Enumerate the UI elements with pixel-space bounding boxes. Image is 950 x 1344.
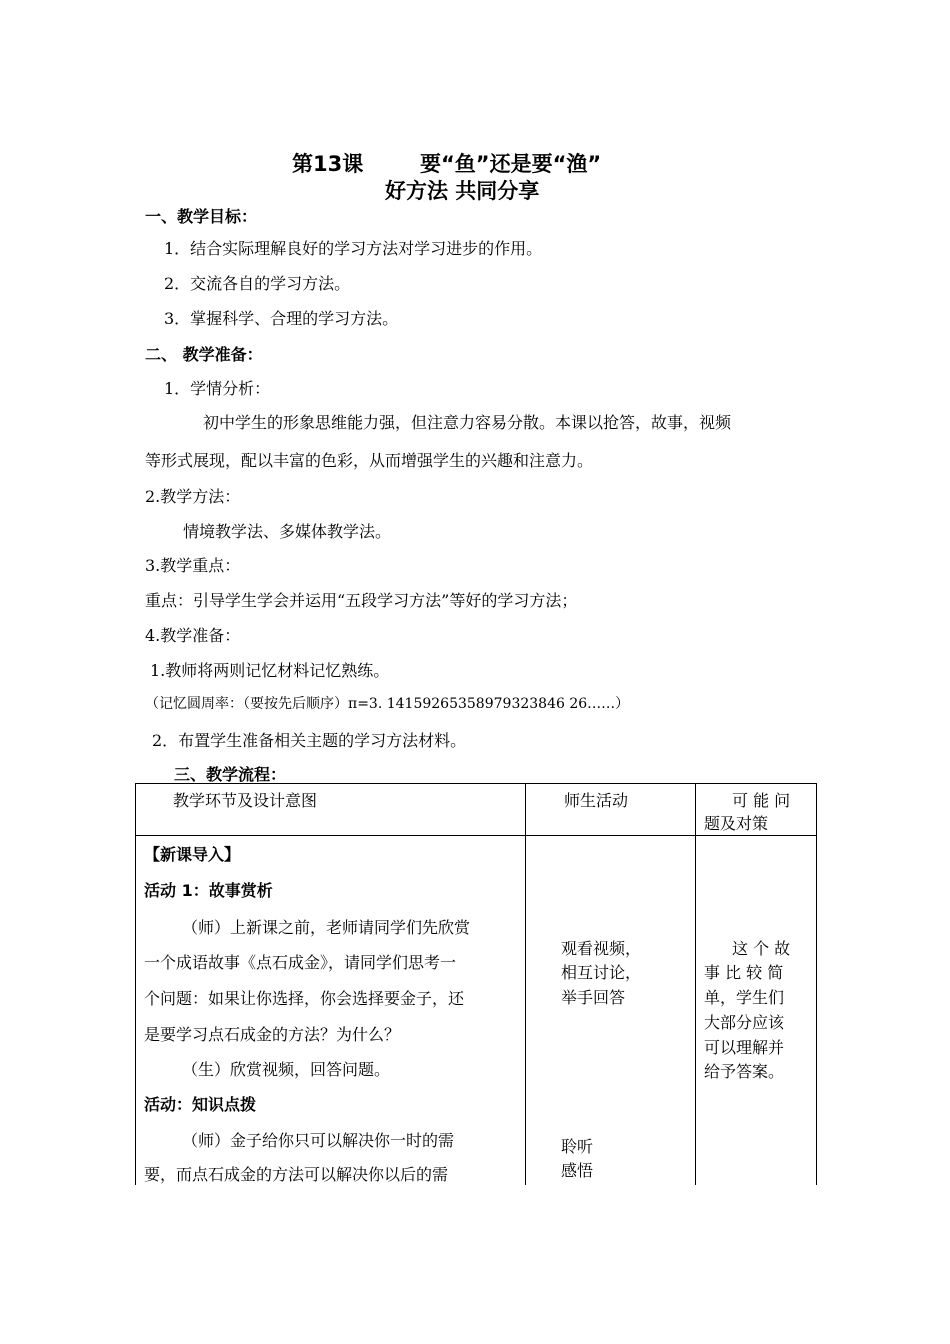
activity2-text: 要，而点石成金的方法可以解决你以后的需	[144, 1165, 449, 1184]
analysis-paragraph-line: 初中学生的形象思维能力强，但注意力容易分散。本课以抢答，故事，视频	[203, 413, 732, 432]
sub-heading-focus: 3.教学重点：	[145, 556, 241, 575]
activity-text: 聆听	[561, 1137, 594, 1156]
activity-text: 感悟	[561, 1161, 594, 1180]
design-cell	[136, 836, 526, 1185]
strategy-text: 这 个 故	[732, 939, 791, 958]
sub-heading-preparation: 4.教学准备：	[145, 626, 241, 645]
focus-text: 重点：引导学生学会并运用“五段学习方法”等好的学习方法；	[145, 591, 578, 610]
activity2-heading: 活动：知识点拨	[144, 1095, 257, 1114]
activity-text: 观看视频，	[561, 939, 642, 958]
page-subtitle: 好方法 共同分享	[385, 179, 540, 203]
header-cell	[696, 784, 817, 836]
sub-heading-method: 2.教学方法：	[145, 487, 241, 506]
header-col3-line1: 可 能 问	[732, 791, 791, 810]
activity1-heading: 活动 1：故事赏析	[144, 881, 273, 900]
strategy-cell	[696, 836, 817, 1185]
strategy-text: 大部分应该	[704, 1013, 785, 1032]
table-header-row	[136, 784, 817, 836]
header-col3-line2: 题及对策	[704, 814, 769, 833]
teaching-flow-table	[135, 783, 817, 1185]
activity-cell	[526, 836, 696, 1185]
header-cell	[526, 784, 696, 836]
lesson-number: 第13课	[292, 152, 364, 176]
strategy-text: 事 比 较 简	[704, 963, 784, 982]
activity1-text: 一个成语故事《点石成金》，请同学们思考一	[144, 953, 457, 972]
method-text: 情境教学法、多媒体教学法。	[183, 522, 392, 541]
prep-item: 2．布置学生准备相关主题的学习方法材料。	[152, 731, 467, 750]
analysis-paragraph-line: 等形式展现，配以丰富的色彩，从而增强学生的兴趣和注意力。	[145, 451, 594, 470]
table-row	[136, 836, 817, 1185]
prep-note: （记忆圆周率：（要按先后顺序）π=3. 14159265358979323846 26……）	[145, 696, 630, 712]
header-col2: 师生活动	[564, 791, 629, 810]
intro-heading: 【新课导入】	[144, 845, 241, 864]
activity1-text: 是要学习点石成金的方法？为什么？	[144, 1025, 401, 1044]
section-heading-prep: 二、 教学准备：	[145, 345, 263, 364]
strategy-text: 单，学生们	[704, 988, 785, 1007]
sub-heading-analysis: 1．学情分析：	[164, 379, 271, 398]
goal-item: 2．交流各自的学习方法。	[164, 274, 351, 293]
lesson-topic: 要“鱼”还是要“渔”	[420, 152, 602, 176]
section-heading-goals: 一、教学目标：	[145, 207, 258, 226]
header-col1: 教学环节及设计意图	[173, 791, 318, 810]
activity-text: 相互讨论，	[561, 963, 642, 982]
activity-text: 举手回答	[561, 988, 626, 1007]
activity2-text: （师）金子给你只可以解决你一时的需	[182, 1131, 455, 1150]
activity1-student-text: （生）欣赏视频，回答问题。	[182, 1060, 391, 1079]
prep-item: 1.教师将两则记忆材料记忆熟练。	[150, 661, 390, 680]
activity1-text: （师）上新课之前，老师请同学们先欣赏	[182, 918, 471, 937]
strategy-text: 可以理解并	[704, 1038, 785, 1057]
goal-item: 3．掌握科学、合理的学习方法。	[164, 309, 399, 328]
section-heading-flow: 三、教学流程：	[174, 765, 287, 784]
header-cell	[136, 784, 526, 836]
strategy-text: 给予答案。	[704, 1062, 785, 1081]
goal-item: 1．结合实际理解良好的学习方法对学习进步的作用。	[164, 239, 543, 258]
activity1-text: 个问题：如果让你选择，你会选择要金子，还	[144, 989, 465, 1008]
